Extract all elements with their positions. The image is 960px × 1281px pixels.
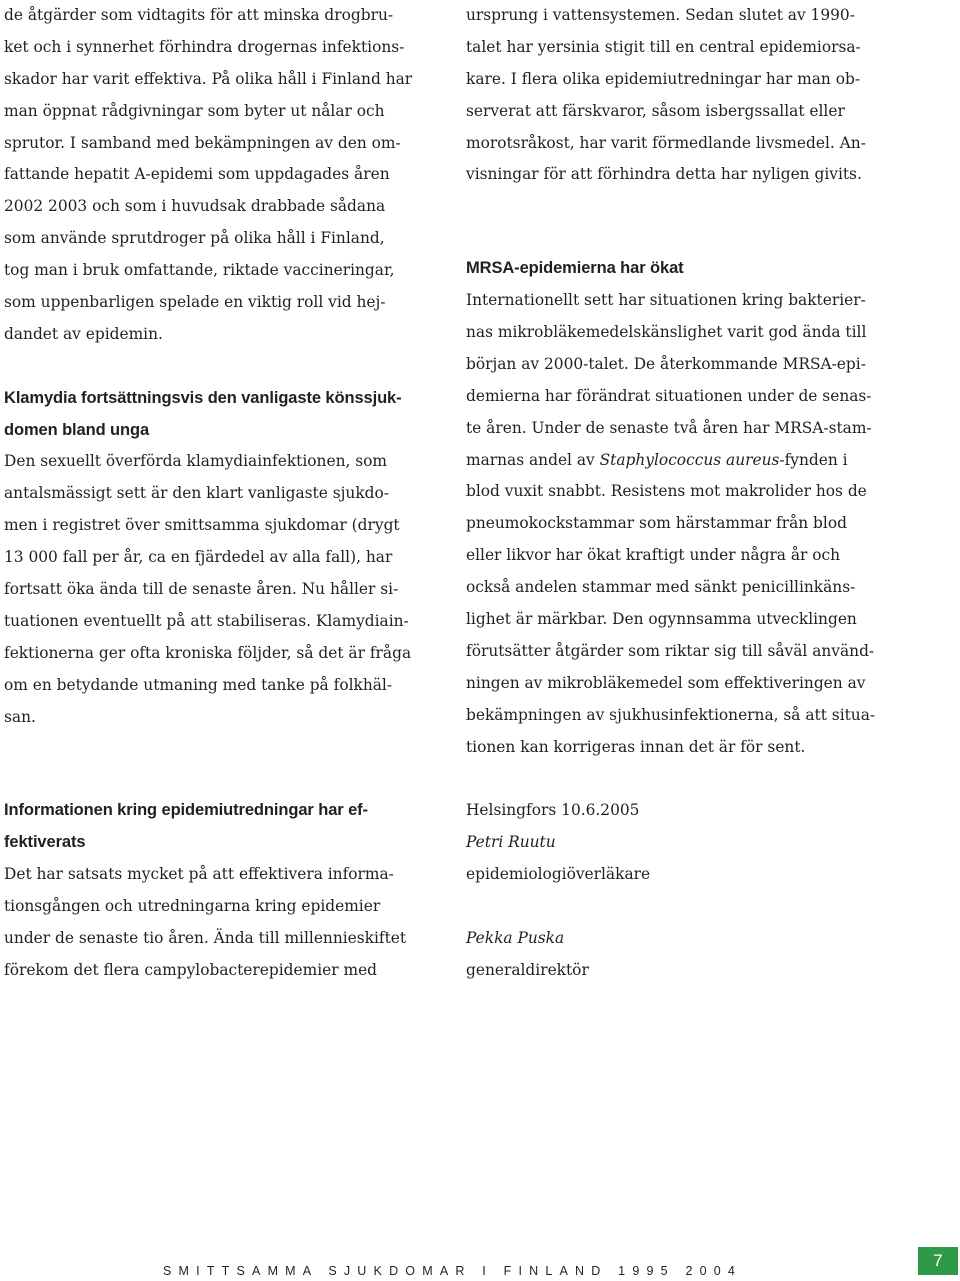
signer-name: Pekka Puska [466,928,565,947]
heading-line: fektiverats [4,833,86,852]
page-number: 7 [918,1247,958,1275]
text-line: tionsgången och utredningarna kring epidemier [4,897,381,916]
species-name: Staphylococcus aureus [599,450,780,469]
text-line: ningen av mikrobläkemedel som effektiveringen av [466,673,866,692]
text-line: men i registret över smittsamma sjukdomar (drygt [4,516,400,535]
spacer [466,191,926,223]
spacer [4,351,444,383]
signature-block [466,795,926,986]
spacer [466,223,926,238]
text-line: lighet är märkbar. Den ogynnsamma utvecklingen [466,610,857,629]
text-line: demierna har förändrat situationen under de senas- [466,386,872,405]
right-column [466,0,926,987]
text-fragment: marnas andel av [466,450,600,469]
text-line: fektionerna ger ofta kroniska följder, så det är fråga [4,643,412,662]
text-line: antalsmässigt sett är den klart vanligaste sjukdo- [4,484,389,503]
text-line: 13 000 fall per år, ca en fjärdedel av alla fall), har [4,548,393,567]
text-line: eller likvor har ökat kraftigt under några år och [466,546,841,565]
text-line: sprutor. I samband med bekämpningen av den om- [4,133,401,152]
klamydia-heading [4,383,444,447]
text-line: tionen kan korrigeras innan det är för sent. [466,737,806,756]
text-line: serverat att färskvaror, såsom isbergssallat eller [466,101,845,120]
heading-line: Klamydia fortsättningsvis den vanligaste könssjuk- [4,388,402,407]
heading-line: domen bland unga [4,420,150,439]
spacer [4,780,444,795]
text-line: talet har yersinia stigit till en central epidemiorsa- [466,37,861,56]
intro-paragraph [466,0,926,191]
text-line: som uppenbarligen spelade en viktig roll vid hej- [4,293,386,312]
left-column [4,0,444,987]
text-line: dandet av epidemin. [4,324,163,343]
mrsa-heading: MRSA-epidemierna har ökat [466,259,684,278]
text-line: te åren. Under de senaste två åren har MRSA-stam- [466,418,872,437]
spacer [4,765,444,780]
text-line: under de senaste tio åren. Ända till millennieskiftet [4,928,407,947]
text-line: nas mikrobläkemedelskänslighet varit god ända till [466,323,867,342]
info-paragraph [4,859,444,987]
text-line: san. [4,707,36,726]
signer-title: generaldirektör [466,960,589,979]
text-line: om en betydande utmaning med tanke på folkhäl- [4,675,393,694]
mrsa-paragraph [466,285,926,763]
klamydia-paragraph [4,446,444,733]
text-line: förekom det flera campylobacterepidemier med [4,960,378,979]
running-footer-title: SMITTSAMMA SJUKDOMAR I FINLAND 1995 2004 [163,1264,743,1278]
signer-title: epidemiologiöverläkare [466,865,651,884]
text-line: också andelen stammar med sänkt penicillinkäns- [466,578,856,597]
text-line: tog man i bruk omfattande, riktade vaccineringar, [4,261,395,280]
text-line: fortsatt öka ända till de senaste åren. Nu håller si- [4,580,399,599]
spacer [466,238,926,253]
text-line: Det har satsats mycket på att effektivera informa- [4,865,394,884]
heading-line: Informationen kring epidemiutredningar har ef- [4,801,368,820]
signer-name: Petri Ruutu [466,833,556,852]
text-line: Internationellt sett har situationen kring bakterier- [466,291,866,310]
info-heading [4,795,444,859]
place-date: Helsingfors 10.6.2005 [466,801,640,820]
text-line: skador har varit effektiva. På olika håll i Finland har [4,69,413,88]
text-line: de åtgärder som vidtagits för att minska drogbru- [4,6,394,24]
text-line: början av 2000-talet. De återkommande MRSA-epi- [466,354,866,373]
text-line: visningar för att förhindra detta har nyligen givits. [466,165,862,184]
text-line: pneumokockstammar som härstammar från blod [466,514,847,533]
text-line: Den sexuellt överförda klamydiainfektionen, som [4,452,388,471]
text-line: kare. I flera olika epidemiutredningar har man ob- [466,69,861,88]
spacer [4,733,444,765]
spacer [466,891,926,923]
text-line: fattande hepatit A-epidemi som uppdagades åren [4,165,390,184]
text-line: ursprung i vattensystemen. Sedan slutet av 1990- [466,6,855,24]
text-line: ket och i synnerhet förhindra drogernas infektions- [4,37,405,56]
text-line: 2002 2003 och som i huvudsak drabbade sådana [4,197,386,216]
text-line: som använde sprutdroger på olika håll i Finland, [4,229,385,248]
text-line: tuationen eventuellt på att stabiliseras. Klamydiain- [4,611,409,630]
text-fragment: -fynden i [779,450,848,469]
text-line: blod vuxit snabbt. Resistens mot makrolider hos de [466,482,867,501]
intro-paragraph [4,0,444,351]
text-line: förutsätter åtgärder som riktar sig till såväl använd- [466,641,875,660]
text-line [466,445,926,477]
text-line: morotsråkost, har varit förmedlande livsmedel. An- [466,133,866,152]
text-line: man öppnat rådgivningar som byter ut nålar och [4,101,385,120]
spacer [466,763,926,795]
text-line: bekämpningen av sjukhusinfektionerna, så att situa- [466,705,876,724]
